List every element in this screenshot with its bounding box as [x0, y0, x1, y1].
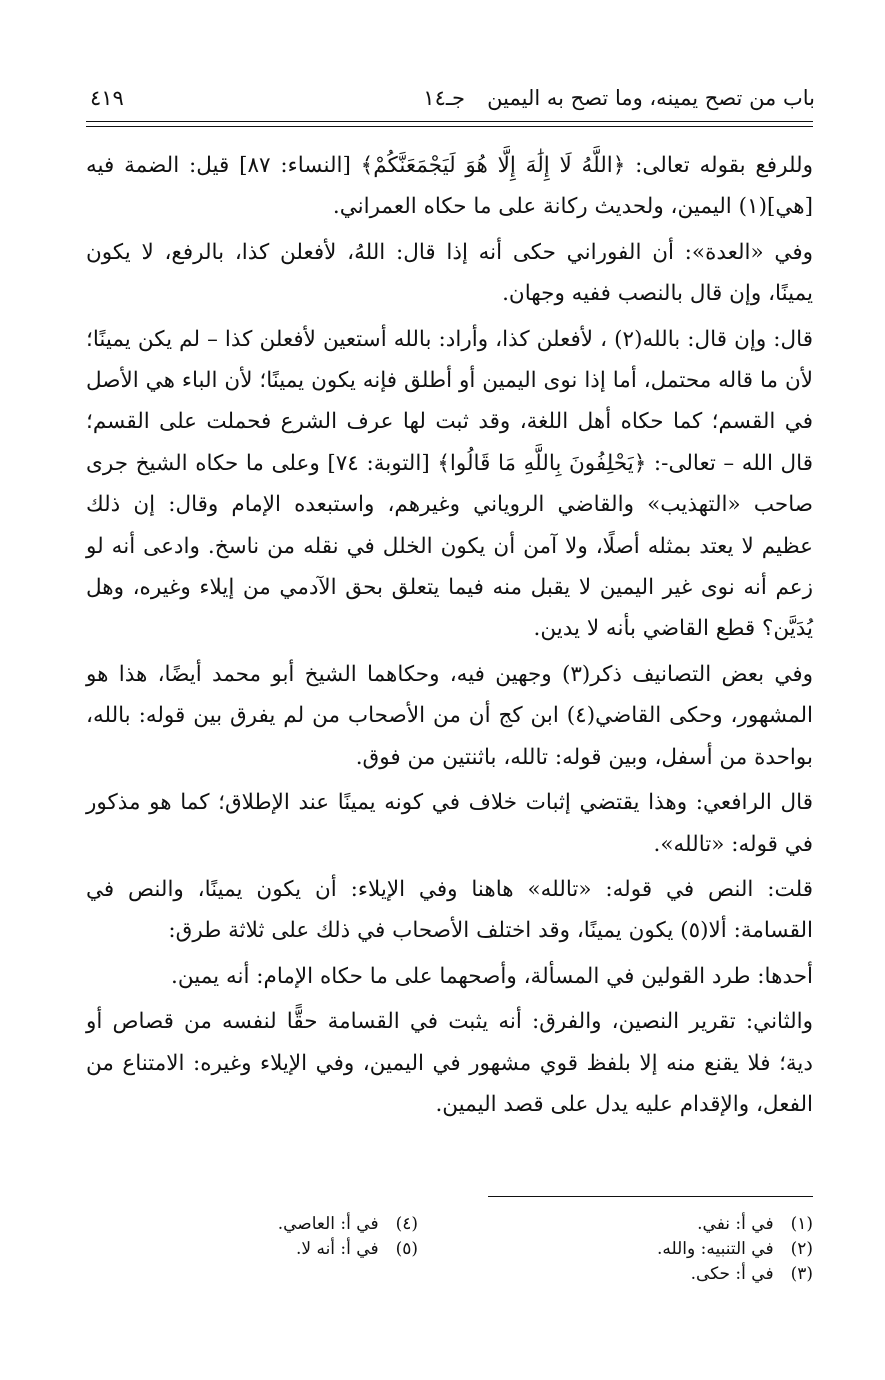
footnote-text: في أ: نفي.	[697, 1214, 774, 1234]
footnote-number: (٤)	[395, 1214, 418, 1234]
chapter-title: باب من تصح يمينه، وما تصح به اليمين	[487, 86, 815, 110]
paragraph: قال: وإن قال: بالله(٢) ، لأفعلن كذا، وأراد: بالله أستعين لأفعلن كذا – لم يكن يمينًا؛ لأن ما قاله محتمل، أما إذا نوى اليمين أو أطلق فإنه يكون يمينًا؛ لأن الباء هي الأصل في القسم؛ كما حكاه أهل اللغة، وقد ثبت لها عرف الشرع فحملت على القسم؛ قال الله – تعالى-: ﴿يَحْلِفُونَ بِاللَّهِ مَا قَالُوا﴾ [التوبة: ٧٤] وعلى ما حكاه الشيخ جرى صاحب «التهذيب» والقاضي الروياني وغيرهم، واستبعده الإمام وقال: إن ذلك عظيم لا يعتد بمثله أصلًا، ولا آمن أن يكون الخلل في نقله من ناسخ. وادعى أنه لو زعم أنه نوى غير اليمين لا يقبل منه فيما يتعلق بحق الآدمي من إيلاء وغيره، وهل يُدَيَّن؟ قطع القاضي بأنه لا يدين.	[86, 326, 813, 642]
volume-label: جـ١٤	[423, 86, 465, 110]
header-rule-thin	[86, 126, 813, 127]
footnote-number: (٥)	[395, 1239, 418, 1259]
footnote-column-right	[657, 1212, 813, 1287]
footnote	[278, 1237, 418, 1262]
page-number: ٤١٩	[90, 86, 124, 110]
header-rule-thick	[86, 121, 813, 122]
footnote-text: في التنبيه: والله.	[656, 1239, 774, 1259]
footnote	[657, 1212, 813, 1237]
running-header	[90, 84, 815, 118]
paragraph: قلت: النص في قوله: «تالله» هاهنا وفي الإيلاء: أن يكون يمينًا، والنص في القسامة: ألا(٥) يكون يمينًا، وقد اختلف الأصحاب في ذلك على ثلاثة طرق:	[86, 876, 813, 944]
footnote-number: (١)	[790, 1214, 813, 1234]
paragraph: وفي «العدة»: أن الفوراني حكى أنه إذا قال: اللهُ، لأفعلن كذا، بالرفع، لا يكون يمينًا، وإن قال بالنصب ففيه وجهان.	[86, 239, 813, 307]
footnote-column-left	[278, 1212, 418, 1262]
footnote-number: (٢)	[790, 1239, 813, 1259]
paragraph: وللرفع بقوله تعالى: ﴿اللَّهُ لَا إِلَٰهَ إِلَّا هُوَ لَيَجْمَعَنَّكُمْ﴾ [النساء: ٨٧] قيل: الضمة فيه [هي](١) اليمين، ولحديث ركانة على ما حكاه العمراني.	[86, 153, 813, 220]
footnote-text: في أ: العاصي.	[277, 1214, 379, 1234]
paragraph: أحدها: طرد القولين في المسألة، وأصحهما على ما حكاه الإمام: أنه يمين.	[171, 963, 813, 989]
footnote-text: في أ: أنه لا.	[295, 1239, 379, 1259]
paragraph: قال الرافعي: وهذا يقتضي إثبات خلاف في كونه يمينًا عند الإطلاق؛ كما هو مذكور في قوله: «تالله».	[86, 790, 813, 857]
footnote	[657, 1237, 813, 1262]
main-text	[86, 145, 813, 1129]
footnote-separator	[488, 1196, 813, 1197]
footnote	[278, 1212, 418, 1237]
paragraph: وفي بعض التصانيف ذكر(٣) وجهين فيه، وحكاهما الشيخ أبو محمد أيضًا، هذا هو المشهور، وحكى القاضي(٤) ابن كج أن من الأصحاب من لم يفرق بين قوله: بالله، بواحدة من أسفل، وبين قوله: تالله، باثنتين من فوق.	[86, 661, 814, 770]
footnote-text: في أ: حكى.	[690, 1264, 774, 1284]
paragraph: والثاني: تقرير النصين، والفرق: أنه يثبت في القسامة حقًّا لنفسه من قصاص أو دية؛ فلا يقنع منه إلا بلفظ قوي مشهور في اليمين، وفي الإيلاء وغيره: الامتناع من الفعل، والإقدام عليه يدل على قصد اليمين.	[86, 1009, 813, 1117]
footnote	[657, 1262, 813, 1287]
footnote-number: (٣)	[790, 1264, 813, 1284]
